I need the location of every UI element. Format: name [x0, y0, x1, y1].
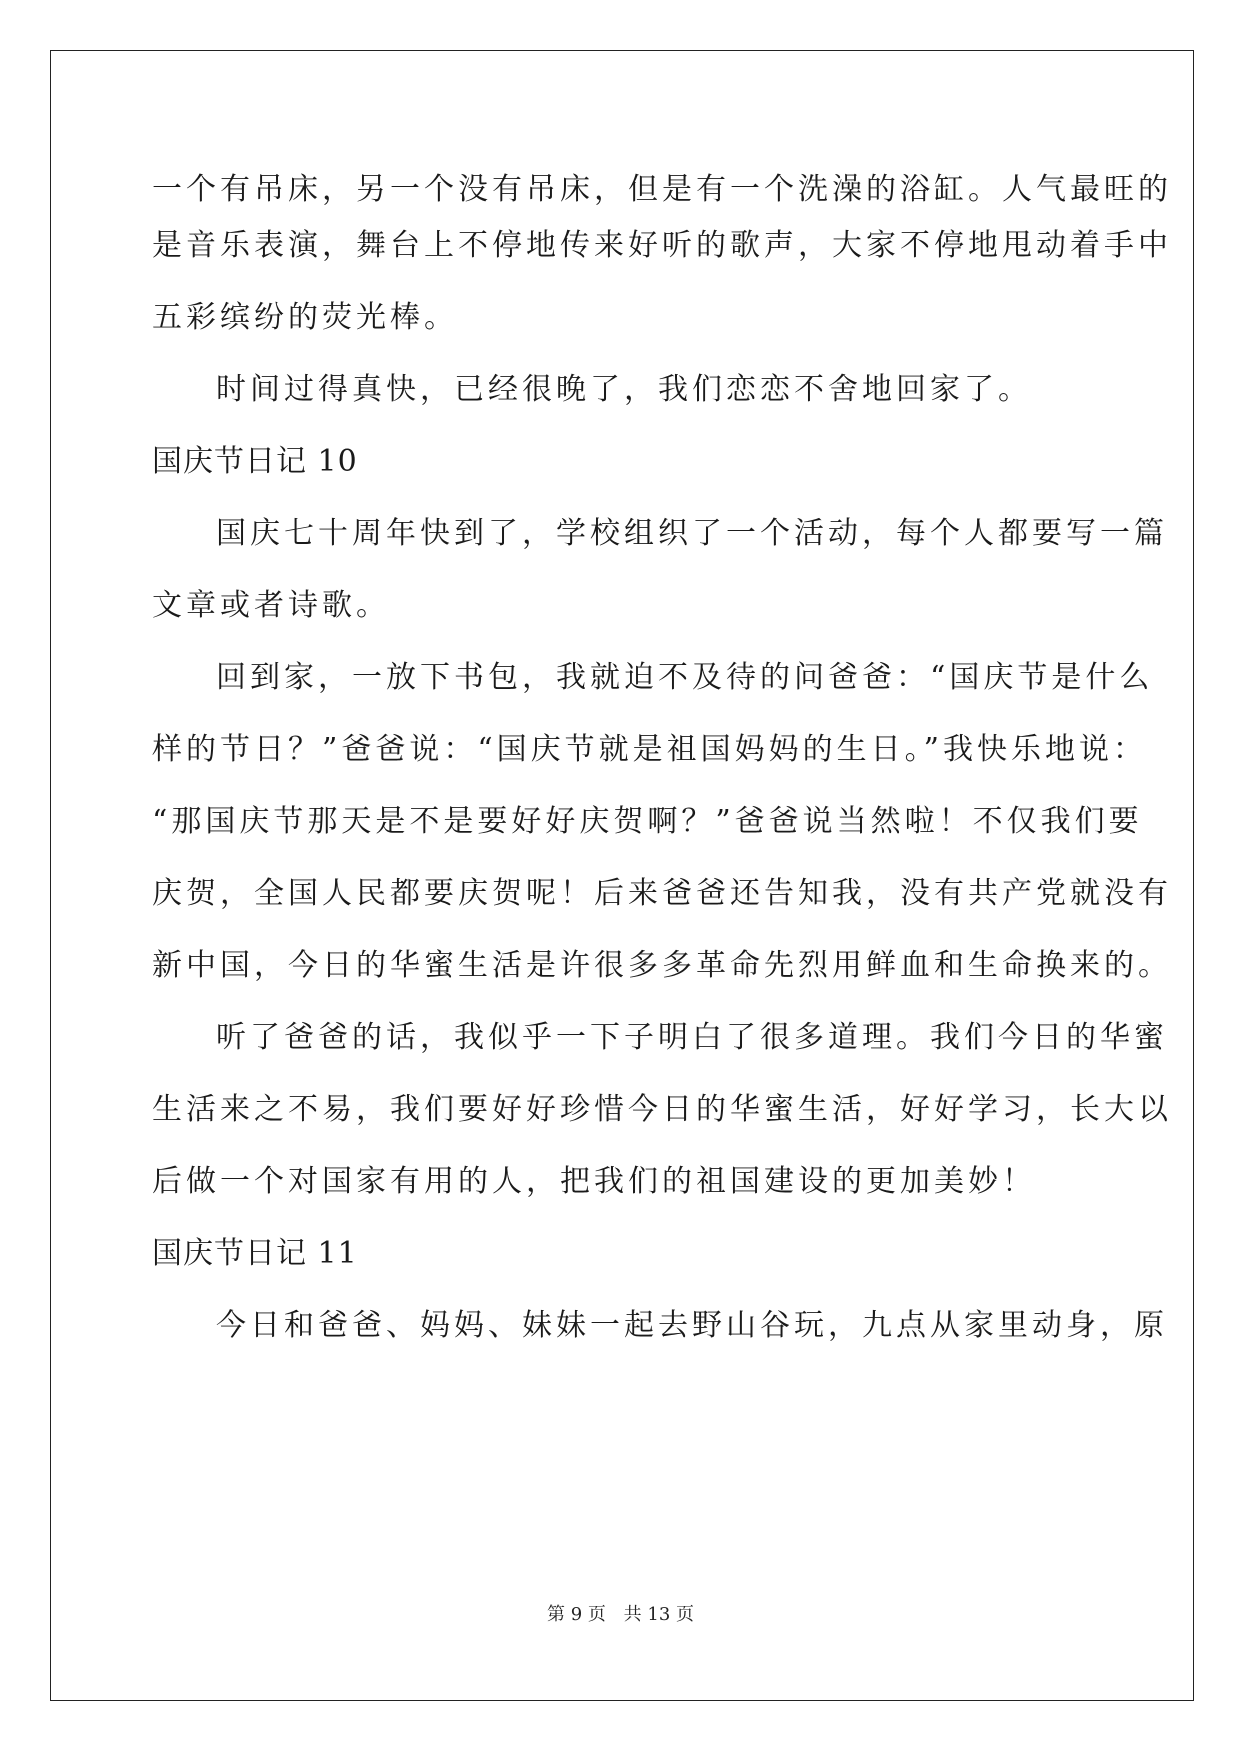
- body-line: 生活来之不易，我们要好好珍惜今日的华蜜生活，好好学习，长大以: [152, 1092, 1172, 1127]
- body-line: 国庆七十周年快到了，学校组织了一个活动，每个人都要写一篇: [216, 516, 1168, 551]
- body-line: “那国庆节那天是不是要好好庆贺啊？”爸爸说当然啦！不仅我们要: [152, 804, 1143, 839]
- section-heading: 国庆节日记 10: [152, 444, 358, 479]
- body-line: 文章或者诗歌。: [152, 588, 390, 623]
- body-line: 一个有吊床，另一个没有吊床，但是有一个洗澡的浴缸。人气最旺的: [152, 172, 1172, 207]
- body-line: 庆贺，全国人民都要庆贺呢！后来爸爸还告知我，没有共产党就没有: [152, 876, 1172, 911]
- body-line: 后做一个对国家有用的人，把我们的祖国建设的更加美妙！: [152, 1164, 1036, 1199]
- body-line: 听了爸爸的话，我似乎一下子明白了很多道理。我们今日的华蜜: [216, 1020, 1168, 1055]
- body-line: 回到家，一放下书包，我就迫不及待的问爸爸：“国庆节是什么: [216, 660, 1154, 695]
- section-heading: 国庆节日记 11: [152, 1236, 358, 1271]
- body-line: 是音乐表演，舞台上不停地传来好听的歌声，大家不停地甩动着手中: [152, 228, 1172, 263]
- body-line: 样的节日？”爸爸说：“国庆节就是祖国妈妈的生日。”我快乐地说：: [152, 732, 1148, 767]
- body-line: 今日和爸爸、妈妈、妹妹一起去野山谷玩，九点从家里动身，原: [216, 1308, 1168, 1343]
- page-total: 共 13 页: [623, 1604, 694, 1625]
- page-number: 第 9 页: [547, 1604, 606, 1625]
- body-line: 新中国，今日的华蜜生活是许很多多革命先烈用鲜血和生命换来的。: [152, 948, 1172, 983]
- body-line: 五彩缤纷的荧光棒。: [152, 300, 458, 335]
- page-footer: [0, 1603, 1241, 1627]
- body-line: 时间过得真快，已经很晚了，我们恋恋不舍地回家了。: [216, 372, 1032, 407]
